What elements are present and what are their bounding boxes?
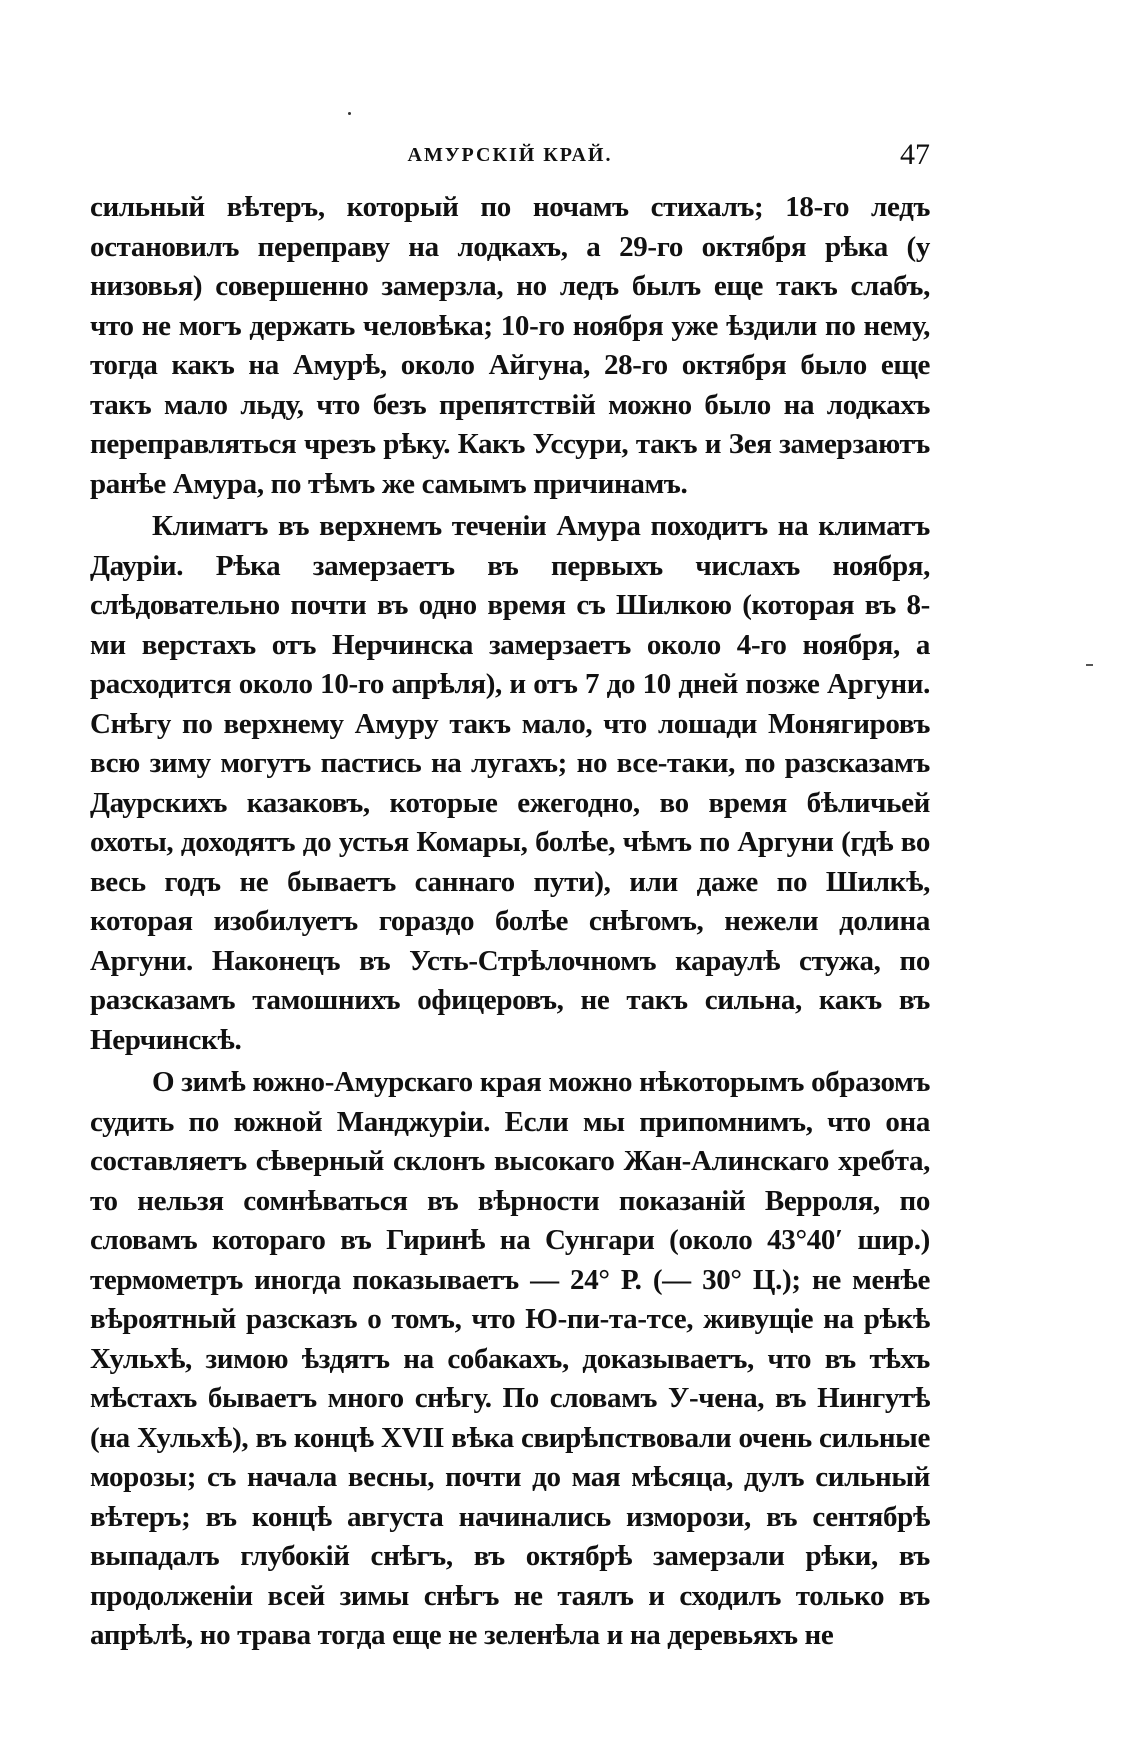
running-title: АМУРСКІЙ КРАЙ. [407,144,613,166]
margin-mark [1086,664,1093,666]
paragraph-upper-amur-climate: Климатъ въ верхнемъ теченіи Амура походитъ на климатъ Дауріи. Рѣка замерзаетъ въ первыхъ числахъ ноября, слѣдовательно почти въ одно время съ Шилкою (которая въ 8-ми верстахъ отъ Нерчинска замерзаетъ около 4-го ноября, а расходится около 10-го апрѣля), и отъ 7 до 10 дней позже Аргуни. Снѣгу по верхнему Амуру такъ мало, что лошади Монягировъ всю зиму могутъ пастись на лугахъ; но все-таки, по разсказамъ Даурскихъ казаковъ, которые ежегодно, во время бѣличьей охоты, доходятъ до устья Комары, болѣе, чѣмъ по Аргуни (гдѣ во весь годъ не бываетъ саннаго пути), или даже по Шилкѣ, которая изобилуетъ гораздо болѣе снѣгомъ, нежели долина Аргуни. Наконецъ въ Усть-Стрѣлочномъ караулѣ стужа, по разсказамъ тамошнихъ офицеровъ, не такъ сильна, какъ въ Нерчинскѣ. [90,510,930,1056]
print-speck [348,112,351,115]
body-text [90,188,930,1656]
paragraph-south-amur-winter: О зимѣ южно-Амурскаго края можно нѣкоторымъ образомъ судить по южной Манджуріи. Если мы припомнимъ, что она составляетъ сѣверный склонъ высокаго Жан-Алинскаго хребта, то нельзя сомнѣваться въ вѣрности показаній Верроля, по словамъ котораго въ Гиринѣ на Сунгари (около 43°40′ шир.) термометръ иногда показываетъ — 24° Р. (— 30° Ц.); не менѣе вѣроятный разсказъ о томъ, что Ю-пи-та-тсе, живущіе на рѣкѣ Хульхѣ, зимою ѣздятъ на собакахъ, доказываетъ, что въ тѣхъ мѣстахъ бываетъ много снѣгу. По словамъ У-чена, въ Нингутѣ (на Хульхѣ), въ концѣ XVII вѣка свирѣпствовали очень сильные морозы; съ начала весны, почти до мая мѣсяца, дулъ сильный вѣтеръ; въ концѣ августа начинались изморози, въ сентябрѣ выпадалъ глубокій снѣгъ, въ октябрѣ замерзали рѣки, въ продолженіи всей зимы снѣгъ не таялъ и сходилъ только въ апрѣлѣ, но трава тогда еще не зеленѣла и на деревьяхъ не [90,1066,930,1651]
page-header [90,138,930,178]
paragraph-continuation: сильный вѣтеръ, который по ночамъ стихалъ; 18-го ледъ остановилъ переправу на лодкахъ, а 29-го октября рѣка (у низовья) совершенно замерзла, но ледъ былъ еще такъ слабъ, что не могъ держать человѣка; 10-го ноября уже ѣздили по нему, тогда какъ на Амурѣ, около Айгуна, 28-го октября было еще такъ мало льду, что безъ препятствій можно было на лодкахъ переправляться чрезъ рѣку. Какъ Уссури, такъ и Зея замерзаютъ ранѣе Амура, по тѣмъ же самымъ причинамъ. [90,191,930,500]
page-number: 47 [900,138,930,171]
